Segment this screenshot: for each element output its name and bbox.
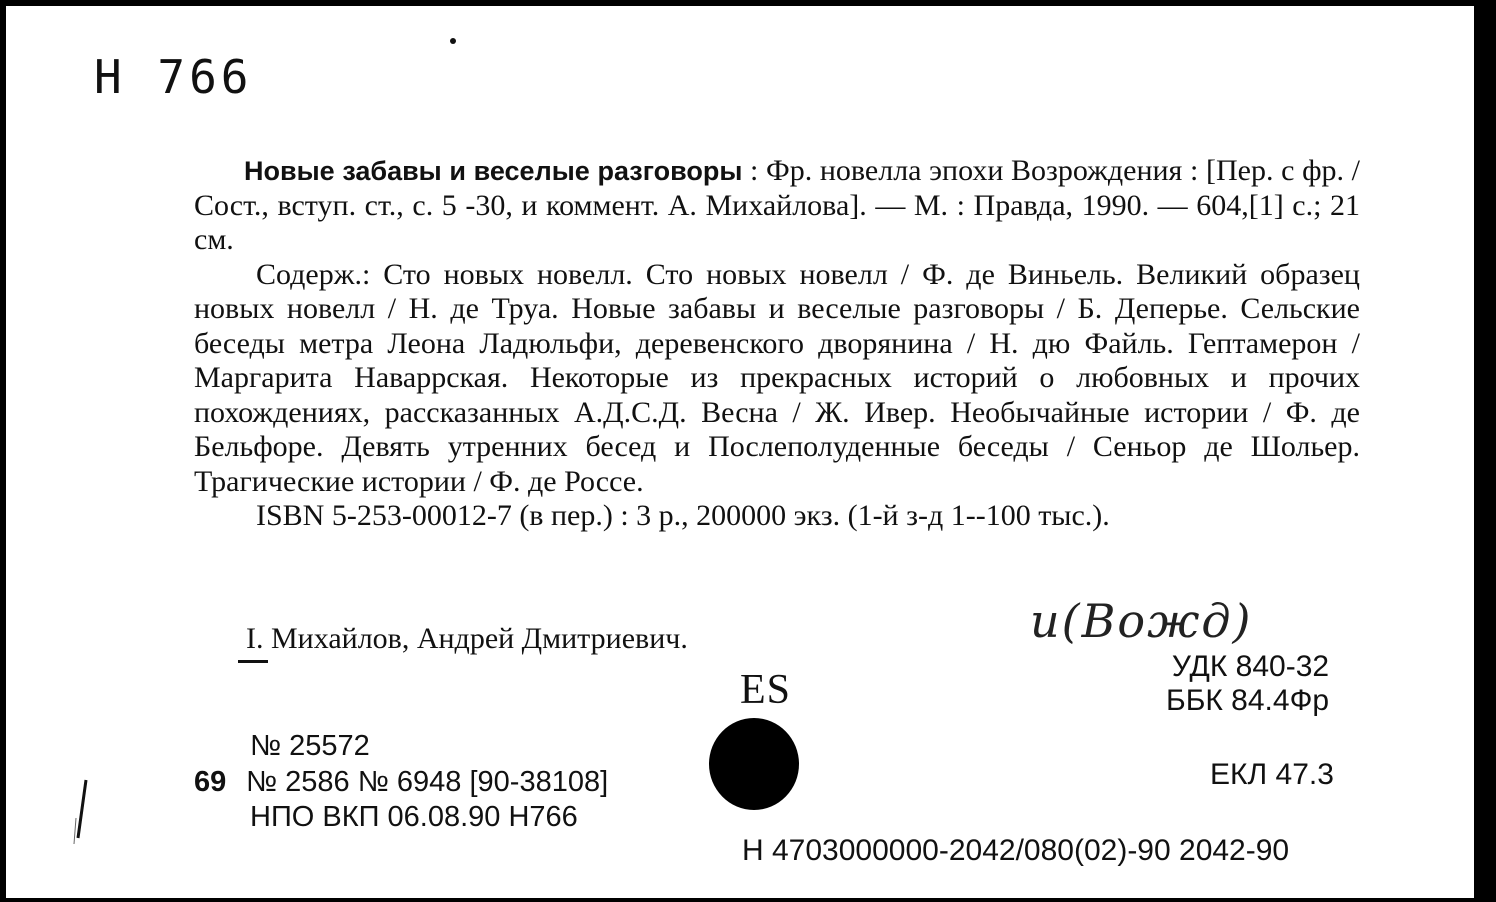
npo-line: НПО ВКП 06.08.90 Н766 [250,801,578,833]
book-title: Новые забавы и веселые разговоры [244,156,743,186]
ink-speck [450,38,456,44]
bbk-code: ББК 84.4Фр [1166,684,1330,717]
es-mark: ES [740,667,792,713]
bibliographic-entry [194,154,1360,534]
udk-code: УДК 840-32 [1171,650,1330,683]
handwritten-note: и(Вожд) [1030,594,1253,648]
catalog-card [6,6,1474,898]
underline-mark [238,660,268,663]
isbn-line: ISBN 5-253-00012-7 (в пер.) : 3 р., 200000 экз. (1-й з-д 1--100 тыс.). [256,499,1110,532]
call-number: Н 766 [94,50,253,104]
punch-hole [709,718,799,810]
added-entry: I. Михайлов, Андрей Дмитриевич. [246,622,688,655]
print-prefix: 69 [194,766,227,798]
print-numbers: № 2586 № 6948 [90-38108] [246,766,609,798]
title-paragraph [194,154,1360,258]
classification-block [1166,650,1329,718]
record-number: № 25572 [250,730,370,762]
contents-paragraph: Содерж.: Сто новых новелл. Сто новых новелл / Ф. де Виньель. Великий образец новых новелл / Н. де Труа. Новые забавы и веселые разговоры / Б. Деперье. Сельские беседы метра Леона Ладюльфи, деревенского дворянина / Н. дю Файль. Гептамерон / Маргарита Наваррская. Некоторые из прекрасных историй о любовных и прочих похождениях, рассказанных А.Д.С.Д. Весна / Ж. Ивер. Необычайные истории / Ф. де Бельфоре. Девять утренних бесед и Послеполуденные беседы / Сеньор де Шольер. Трагические истории / Ф. де Россе. [194,257,1360,498]
bottom-code: Н 4703000000-2042/080(02)-90 2042-90 [742,834,1290,867]
imprint: : Фр. новелла эпохи Возрождения : [Пер. с фр. / Сост., вступ. ст., с. 5 -30, и коммент. А. Михайлова]. — М. : Правда, 1990. — 604,[1] с.; 21 см. [194,154,1360,256]
ekl-code: ЕКЛ 47.3 [1210,758,1334,791]
margin-pencil-mark [72,778,92,848]
